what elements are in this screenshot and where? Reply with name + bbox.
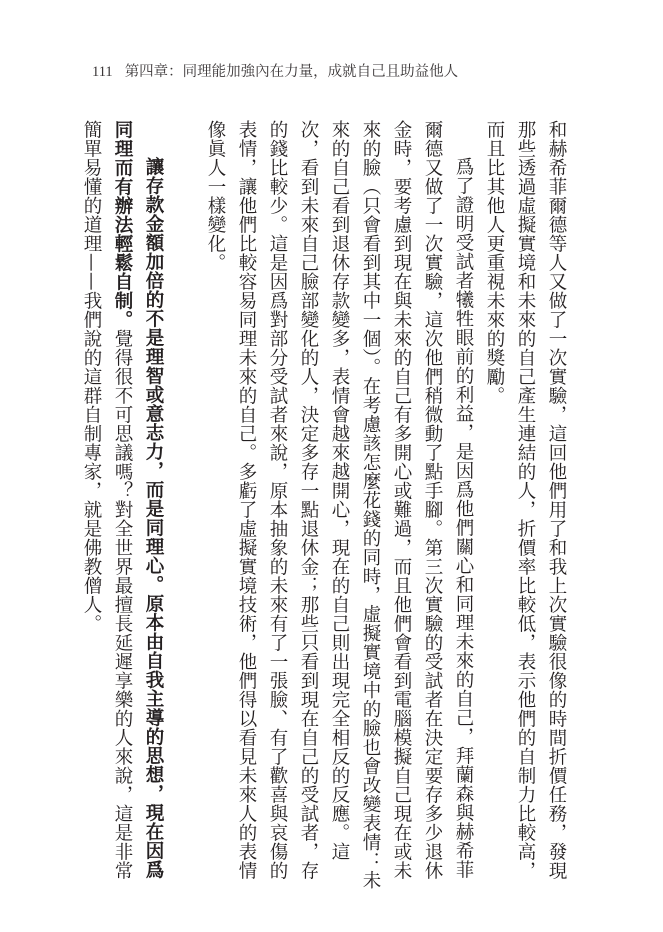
paragraph-continued: 和赫希菲爾德等人又做了一次實驗，這回他們用了和我上次實驗很像的時間折價任務，發現那些透過虛擬實境和未來的自己產生連結的人，折價率比較低，表示他們的自制力比較高，而且比其他人更重視未來的獎勵。 <box>484 120 567 880</box>
page-header <box>92 60 458 81</box>
chapter-title: 第四章：同理能加強內在力量，成就自己且助益他人 <box>124 64 459 80</box>
page-number: 111 <box>92 64 113 80</box>
paragraph-empathy-text: 覺得很不可思議嗎？對全世界最擅長延遲享樂的人來說，這是非常簡單易懂的道理——我們說的這群自制專家，就是佛教僧人。 <box>81 120 133 880</box>
vertical-body-text <box>81 120 572 890</box>
paragraph-empathy <box>76 120 169 890</box>
bold-emphasis: 讓存款金額加倍的不是理智或意志力，而是同理心。原本由自我主導的思想，現在因爲同理而有辦法輕鬆自制。 <box>112 120 164 879</box>
paragraph-experiment: 爲了證明受試者犧牲眼前的利益，是因爲他們關心和同理未來的自己，拜蘭森與赫希菲爾德又做了一次實驗，這次他們稍微動了點手腳。第三次實驗的受試者在決定要存多少退休金時，要考慮到現在與未來的自己有多開心或難過，而且他們會看到電腦模擬自己現在或未來的臉（只會看到其中一個）。在考慮該怎麼花錢的同時，虛擬實境中的臉也會改變表情：未來的自己看到退休存款變多，表情會越來越開心，現在的自己則出現完全相反的反應。這次，看到未來自己臉部變化的人，決定多存一點退休金；那些只看到現在自己的受試者，存的錢比較少。這是因爲對部分受試者來說，原本抽象的未來有了一張臉、有了歡喜與哀傷的表情，讓他們比較容易同理未來的自己。多虧了虛擬實境技術，他們得以看見未來人的表情像眞人一樣變化。 <box>205 120 474 890</box>
